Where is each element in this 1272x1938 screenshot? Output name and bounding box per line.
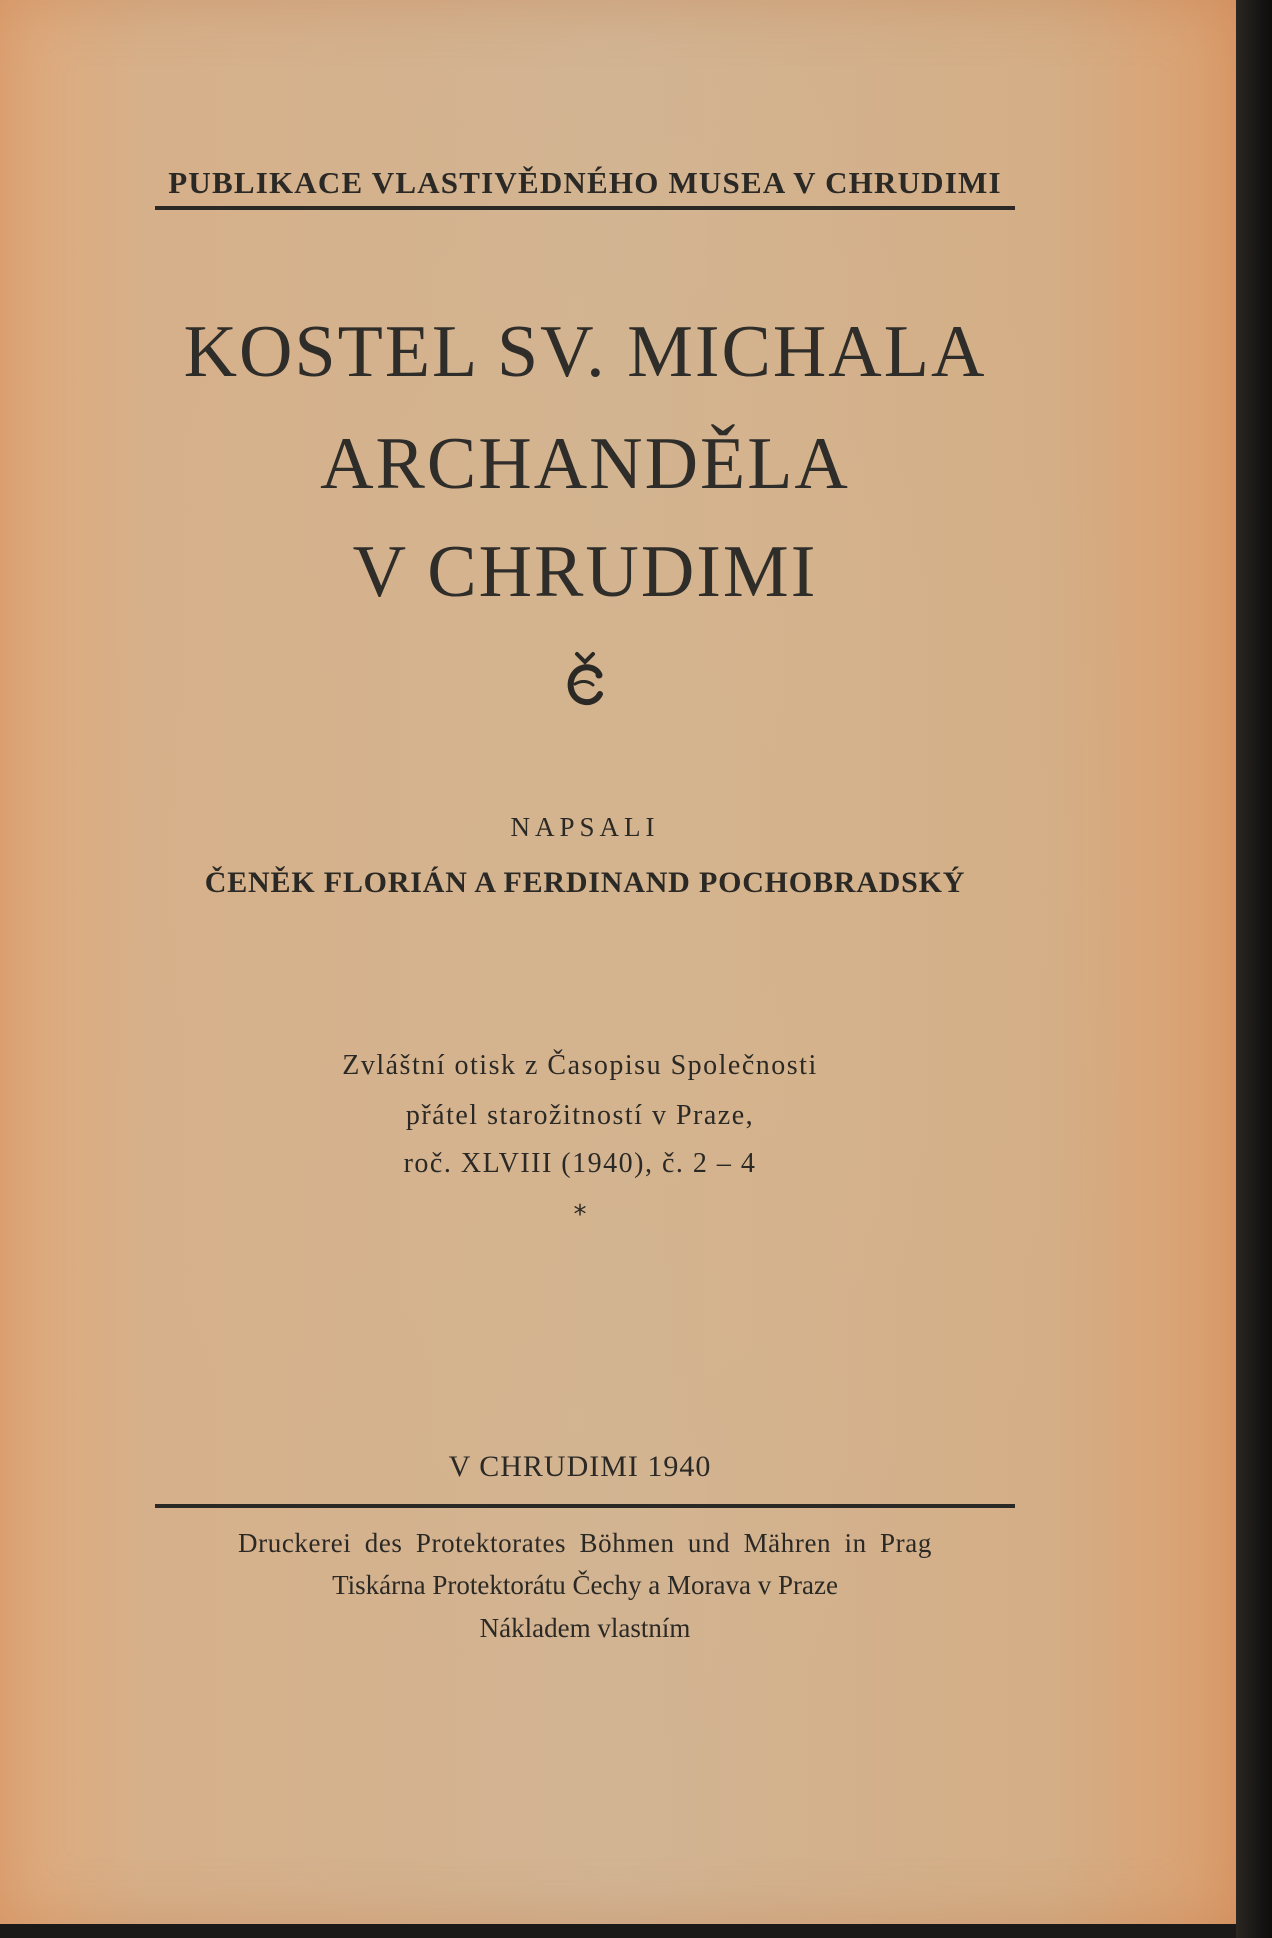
reprint-note-line-1: Zvláštní otisk z Časopisu Společnosti xyxy=(342,1050,818,1081)
publisher-line: Nákladem vlastním xyxy=(479,1613,691,1643)
reprint-note-line-3: roč. XLVIII (1940), č. 2 – 4 xyxy=(403,1148,757,1179)
reprint-note-line-2: přátel starožitností v Praze, xyxy=(405,1100,755,1131)
title-line-3: V CHRUDIMI xyxy=(352,531,818,613)
authors-line: ČENĚK FLORIÁN A FERDINAND POCHOBRADSKÝ xyxy=(204,866,966,899)
printer-line-german: Druckerei des Protektorates Böhmen und Mähren in Prag xyxy=(238,1528,932,1558)
page-edge-shadow xyxy=(1236,0,1272,1938)
title-line-2: ARCHANDĚLA xyxy=(320,423,850,505)
asterisk-separator: * xyxy=(573,1200,587,1230)
title-line-1: KOSTEL SV. MICHALA xyxy=(183,311,987,393)
series-heading: PUBLIKACE VLASTIVĚDNÉHO MUSEA V CHRUDIMI xyxy=(168,165,1002,200)
publisher-monogram-icon xyxy=(555,640,615,710)
byline-label: NAPSALI xyxy=(510,812,660,842)
place-year-line: V CHRUDIMI 1940 xyxy=(448,1450,712,1483)
bottom-rule-divider xyxy=(155,1504,1015,1508)
top-rule-divider xyxy=(155,206,1015,210)
printer-line-czech: Tiskárna Protektorátu Čechy a Morava v Praze xyxy=(332,1570,838,1600)
